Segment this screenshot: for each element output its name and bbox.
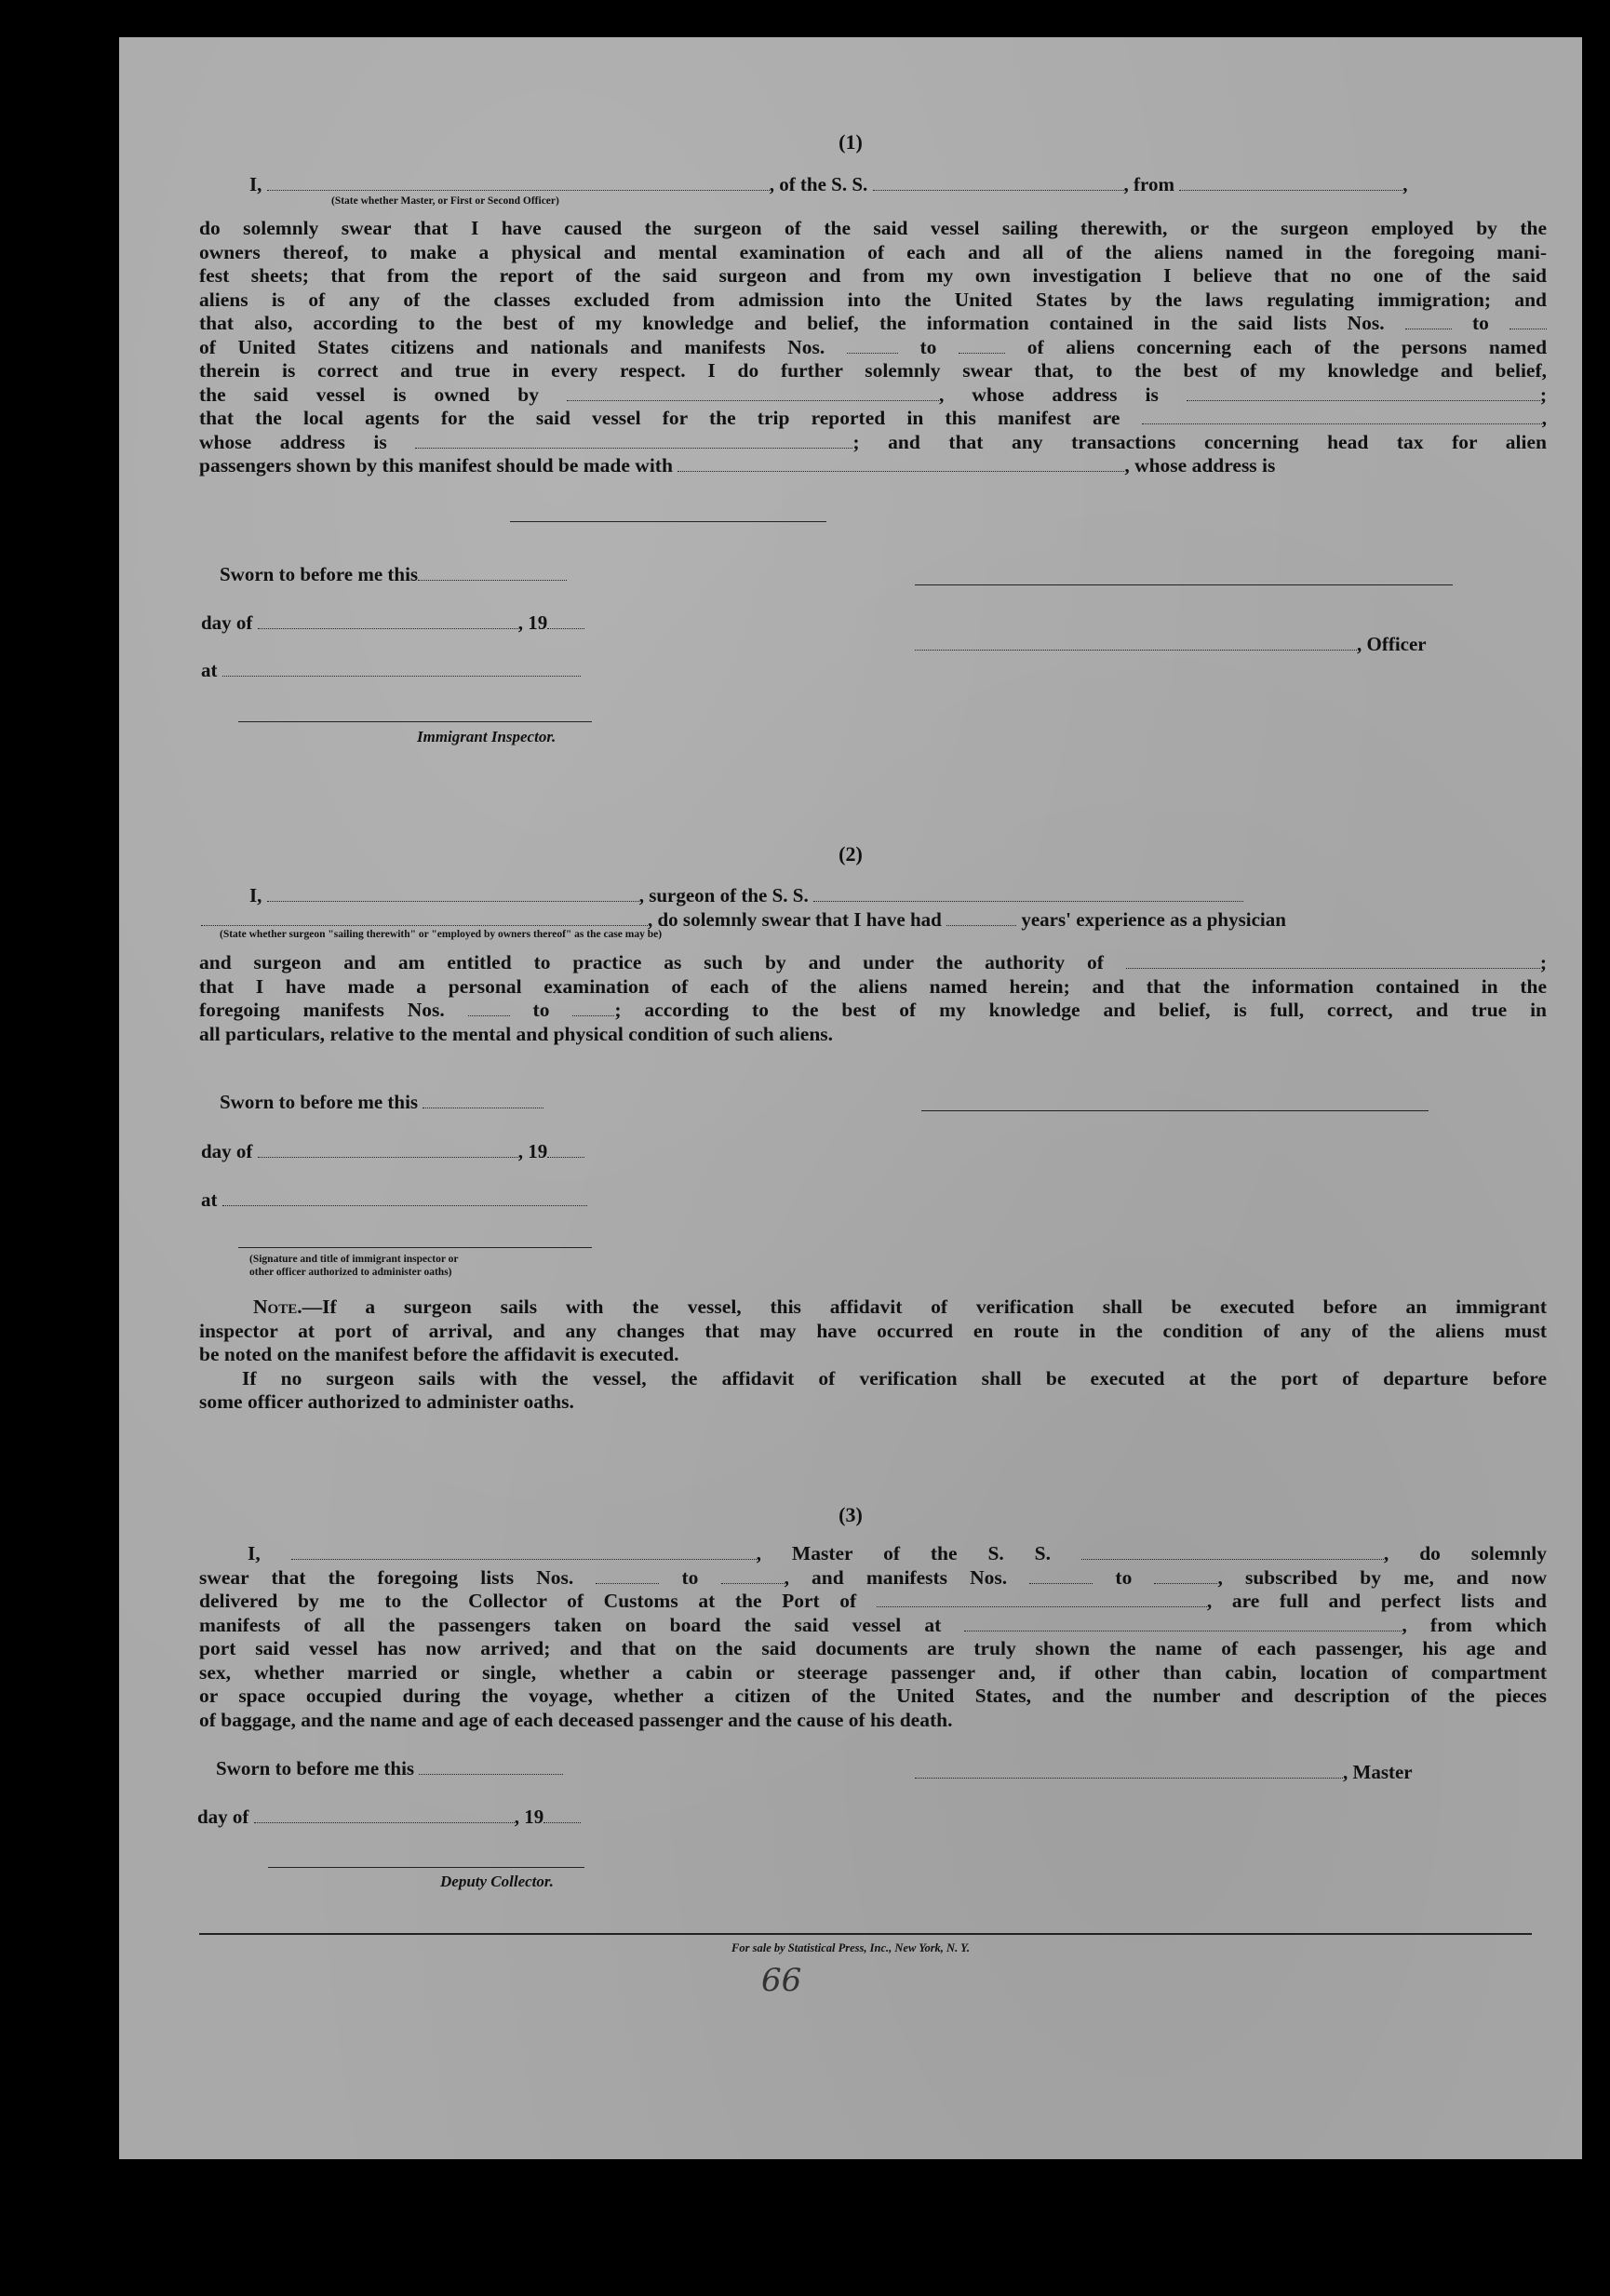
section-2-number: (2) xyxy=(839,842,863,866)
authority-field[interactable] xyxy=(1126,951,1540,969)
surgeon-status-field[interactable] xyxy=(201,908,648,926)
day-of-field-3[interactable] xyxy=(254,1806,515,1823)
label-sworn: Sworn to before me this xyxy=(220,1091,419,1113)
master-lists-to-field[interactable] xyxy=(721,1566,785,1584)
manifest-page xyxy=(119,37,1582,2159)
body-line: the said vessel is owned by , whose address is ; xyxy=(199,383,1547,406)
head-tax-contact-field[interactable] xyxy=(678,454,1124,472)
sworn-row-3 xyxy=(216,1757,563,1780)
body-line: of baggage, and the name and age of each deceased passenger and the cause of his death. xyxy=(199,1708,953,1731)
body-line: that I have made a personal examination of each of the aliens named herein; and that the information contained in the xyxy=(199,974,1547,998)
manifests-to-field[interactable] xyxy=(959,336,1005,354)
label-surgeon-of-ss: , surgeon of the S. S. xyxy=(638,884,809,906)
body-line: therein is correct and true in every respect. I do further solemnly swear that, to the best of my knowledge and belief, xyxy=(199,359,1547,382)
manifests-from-field[interactable] xyxy=(847,336,898,354)
master-vessel-field[interactable] xyxy=(1081,1542,1384,1560)
label-day-of: day of xyxy=(201,1140,253,1162)
surgeon-note: (State whether surgeon "sailing therewith" or "employed by owners thereof" as the case may be) xyxy=(220,929,663,940)
vessel-name-field[interactable] xyxy=(873,173,1124,191)
body-line: do solemnly swear that I have caused the surgeon of the said vessel sailing therewith, or the surgeon employed by the xyxy=(199,217,1547,239)
label-at: at xyxy=(201,1188,218,1211)
note-label: Note. xyxy=(253,1296,302,1318)
body-line: aliens is of any of the classes excluded from admission into the United States by the laws regulating immigration; and xyxy=(199,288,1547,311)
body-line: port said vessel has now arrived; and that on the said documents are truly shown the name of each passenger, his age and xyxy=(199,1637,1547,1659)
day-of-field-2[interactable] xyxy=(258,1140,518,1158)
body-line: delivered by me to the Collector of Customs at the Port of , are full and perfect lists and xyxy=(199,1590,1547,1612)
inspector-signature-line[interactable] xyxy=(238,721,592,722)
collector-caption: Deputy Collector. xyxy=(440,1873,554,1890)
body-line: passengers shown by this manifest should be made with , whose address is xyxy=(199,454,1276,477)
inspector-signature-line-2[interactable] xyxy=(238,1247,592,1248)
label-sworn: Sworn to before me this xyxy=(216,1757,415,1779)
surgeon-signature-line[interactable] xyxy=(921,1110,1429,1111)
day-of-row xyxy=(201,611,584,635)
label-at: at xyxy=(201,659,218,681)
at-row-2 xyxy=(201,1188,587,1212)
day-of-row-3 xyxy=(197,1806,581,1829)
master-name-field[interactable] xyxy=(291,1542,757,1560)
body-line: foregoing manifests Nos. to ; according to the best of my knowledge and belief, is full, correct, and true in xyxy=(199,999,1548,1021)
note-block xyxy=(199,1296,1547,1415)
at-place-field-2[interactable] xyxy=(222,1188,587,1206)
address-continuation-line[interactable] xyxy=(510,521,826,522)
label-year: , 19 xyxy=(517,611,548,634)
signature-caption-1: (Signature and title of immigrant inspector or xyxy=(249,1254,459,1265)
agents-address-field[interactable] xyxy=(415,431,852,449)
surgeon-manifest-to-field[interactable] xyxy=(572,999,614,1016)
officer-sign-row xyxy=(915,633,1427,656)
inspector-caption: Immigrant Inspector. xyxy=(417,728,557,745)
sworn-date-field-3[interactable] xyxy=(419,1757,563,1775)
year-field-3[interactable] xyxy=(543,1806,581,1823)
body-line: that the local agents for the said vessel for the trip reported in this manifest are , xyxy=(199,407,1547,429)
day-of-field[interactable] xyxy=(258,611,518,629)
section-2-line-1 xyxy=(249,884,1243,907)
section-3-body xyxy=(199,1542,1547,1732)
label-swear-had: , do solemnly swear that I have had xyxy=(648,908,942,931)
at-row xyxy=(201,659,581,682)
note-line: If no surgeon sails with the vessel, the affidavit of verification shall be executed at the port of departure before xyxy=(242,1366,1547,1390)
lists-from-field[interactable] xyxy=(1405,312,1452,329)
punch-hole xyxy=(1597,1960,1610,1999)
label-day-of: day of xyxy=(201,611,253,634)
sworn-row-2 xyxy=(220,1091,543,1114)
surgeon-manifest-from-field[interactable] xyxy=(468,999,510,1016)
body-line: swear that the foregoing lists Nos. to , and manifests Nos. to , subscribed by me, and now xyxy=(199,1565,1548,1589)
port-from-field[interactable] xyxy=(1179,173,1402,191)
label-years-experience: years' experience as a physician xyxy=(1021,908,1286,931)
label-officer: , Officer xyxy=(1357,633,1427,655)
punch-hole xyxy=(1597,516,1610,555)
signature-caption-2: other officer authorized to administer oaths) xyxy=(249,1267,452,1278)
label-year: , 19 xyxy=(517,1140,548,1162)
publisher-line: For sale by Statistical Press, Inc., New York, N. Y. xyxy=(731,1941,970,1954)
body-line: fest sheets; that from the report of the said surgeon and from my own investigation I believe that no one of the said xyxy=(199,264,1547,287)
master-manifests-from-field[interactable] xyxy=(1029,1566,1093,1584)
at-place-field[interactable] xyxy=(222,659,581,677)
punch-hole xyxy=(1597,1578,1610,1618)
master-manifests-to-field[interactable] xyxy=(1154,1566,1217,1584)
body-line: of United States citizens and nationals and manifests Nos. to of aliens concerning each of the persons named xyxy=(199,335,1548,358)
master-sign-row xyxy=(915,1761,1413,1784)
section-2-body xyxy=(199,951,1547,1046)
punch-hole xyxy=(1597,235,1610,274)
officer-name-field[interactable] xyxy=(267,173,770,191)
officer-note: (State whether Master, or First or Second Officer) xyxy=(331,195,559,207)
label-of-ss: , of the S. S. xyxy=(769,173,868,195)
surgeon-name-field[interactable] xyxy=(267,884,639,902)
note-line: Note.—If a surgeon sails with the vessel, this affidavit of verification shall be executed before an immigrant xyxy=(253,1296,1547,1318)
body-line: sex, whether married or single, whether a cabin or steerage passenger and, if other than cabin, location of compartment xyxy=(199,1660,1547,1684)
label-day-of: day of xyxy=(197,1806,249,1828)
footer-rule xyxy=(199,1933,1532,1935)
owner-address-field[interactable] xyxy=(1187,383,1540,401)
day-of-row-2 xyxy=(201,1140,584,1163)
master-lists-from-field[interactable] xyxy=(596,1566,659,1584)
year-field[interactable] xyxy=(547,611,584,629)
note-line: some officer authorized to administer oaths. xyxy=(199,1390,574,1413)
punch-hole xyxy=(1597,1455,1610,1494)
collector-signature-line[interactable] xyxy=(268,1867,584,1868)
label-sworn: Sworn to before me this xyxy=(220,563,419,585)
body-line: that also, according to the best of my knowledge and belief, the information contained in the said lists Nos. to xyxy=(199,312,1547,336)
sworn-row xyxy=(220,563,567,586)
section-1-line-1 xyxy=(249,173,1407,196)
body-line: owners thereof, to make a physical and mental examination of each and all of the aliens named in the foregoing mani- xyxy=(199,240,1547,263)
body-line: manifests of all the passengers taken on board the said vessel at , from which xyxy=(199,1613,1547,1636)
sworn-date-field[interactable] xyxy=(418,563,567,581)
label-master: , Master xyxy=(1343,1761,1413,1783)
years-experience-field[interactable] xyxy=(946,908,1016,926)
body-line: or space occupied during the voyage, whether a citizen of the United States, and the number and description of the pieces xyxy=(199,1685,1547,1707)
punch-hole xyxy=(1597,2070,1610,2109)
surgeon-vessel-field[interactable] xyxy=(813,884,1243,902)
section-1-body xyxy=(199,217,1547,478)
label-i: I, xyxy=(249,884,262,906)
lists-to-field[interactable] xyxy=(1509,312,1547,329)
sworn-date-field-2[interactable] xyxy=(423,1091,543,1108)
body-line: whose address is ; and that any transactions concerning head tax for alien xyxy=(199,430,1547,453)
local-agents-field[interactable] xyxy=(1142,407,1542,424)
punch-hole xyxy=(1597,112,1610,151)
officer-signature-line-1[interactable] xyxy=(915,584,1453,585)
master-signature-field[interactable] xyxy=(915,1761,1343,1779)
officer-signature-field[interactable] xyxy=(915,633,1357,651)
port-of-embarkation-field[interactable] xyxy=(964,1614,1402,1631)
punct: , xyxy=(1402,173,1408,195)
label-i: I, xyxy=(249,173,262,195)
note-line: be noted on the manifest before the affidavit is executed. xyxy=(199,1343,679,1365)
punch-hole xyxy=(1597,622,1610,661)
year-field-2[interactable] xyxy=(547,1140,584,1158)
handwritten-page-number: 66 xyxy=(761,1962,802,1999)
punch-hole xyxy=(1597,1678,1610,1717)
body-line: all particulars, relative to the mental and physical condition of such aliens. xyxy=(199,1022,834,1045)
body-line: I, , Master of the S. S. , do solemnly xyxy=(248,1542,1548,1564)
port-of-field[interactable] xyxy=(877,1590,1207,1607)
body-line: and surgeon and am entitled to practice as such by and under the authority of ; xyxy=(199,951,1547,973)
section-3-number: (3) xyxy=(839,1503,863,1526)
label-year: , 19 xyxy=(514,1806,544,1828)
label-from: , from xyxy=(1123,173,1174,195)
owner-field[interactable] xyxy=(567,383,939,401)
note-line: inspector at port of arrival, and any changes that may have occurred en route in the condition of any of the aliens must xyxy=(199,1319,1547,1342)
section-1-number: (1) xyxy=(839,130,863,154)
punch-hole xyxy=(1597,745,1610,784)
